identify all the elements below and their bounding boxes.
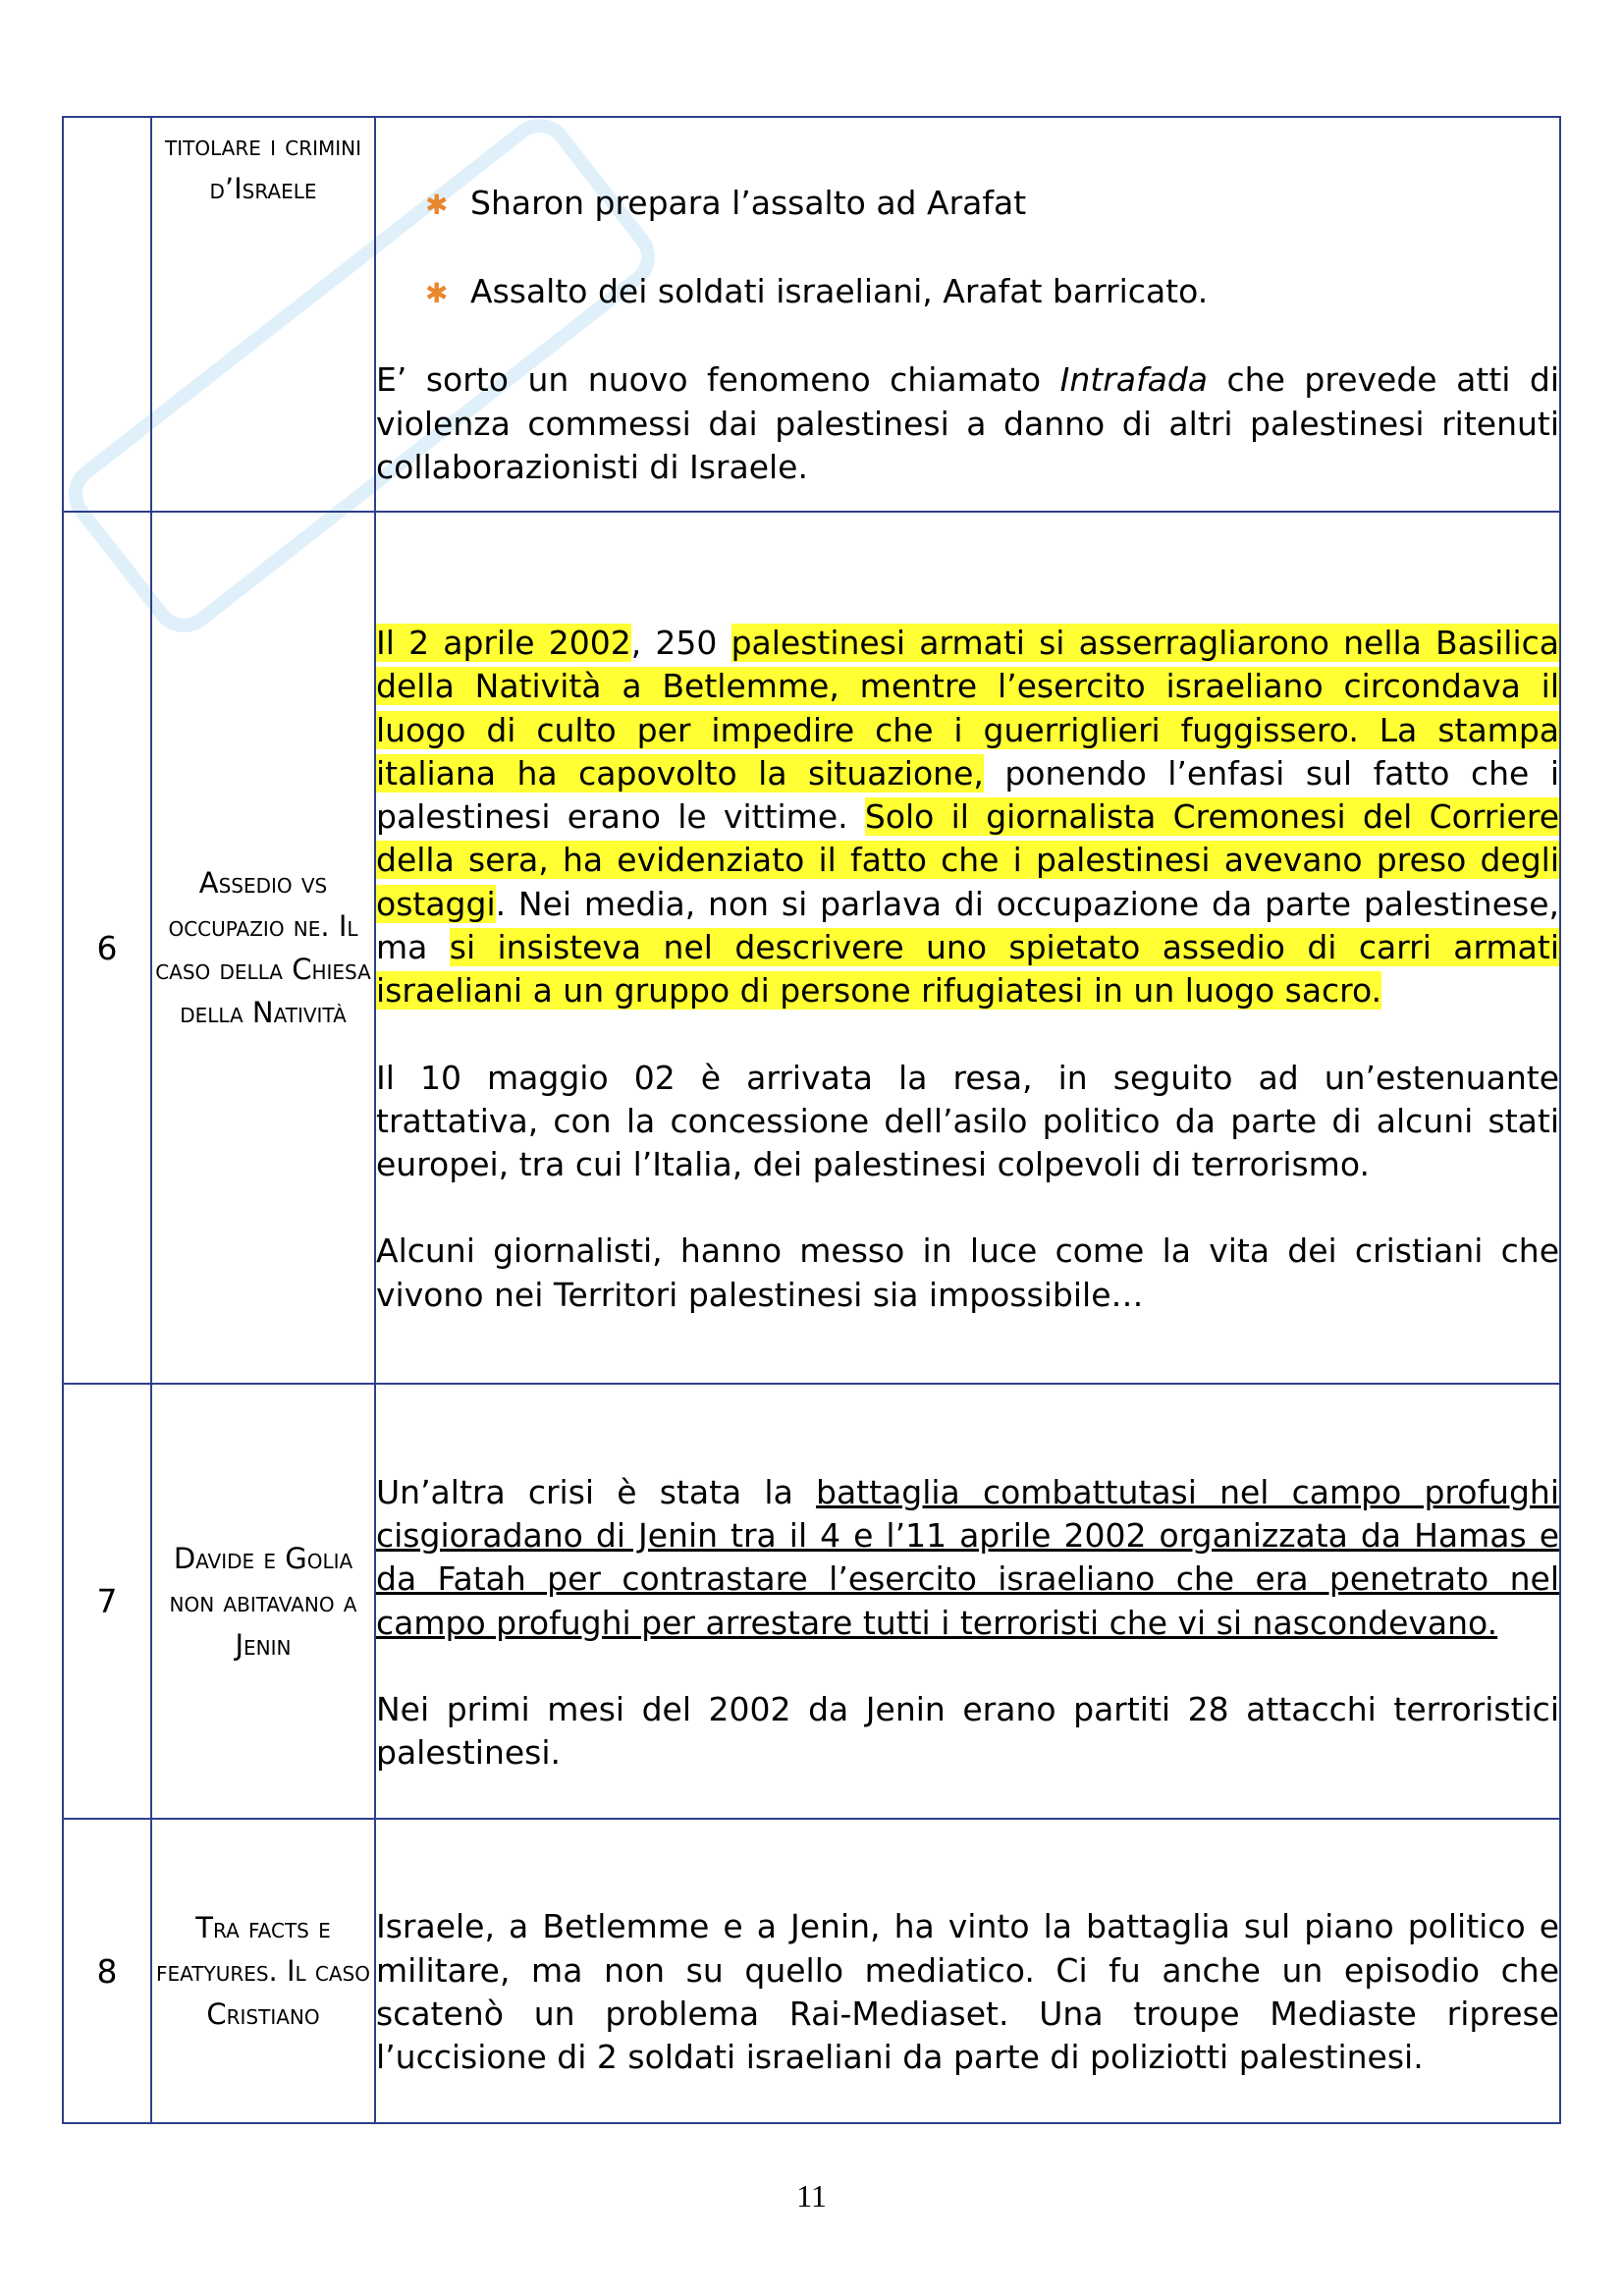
paragraph: Alcuni giornalisti, hanno messo in luce come la vita dei cristiani che vivono nei Territori palestinesi sia impossibile… [376,1231,1559,1314]
row-title: Davide e Golia non abitavano a Jenin [151,1384,375,1819]
list-item [376,182,1559,227]
row-number: 8 [63,1819,151,2123]
asterisk-bullet-icon: ✱ [425,277,449,310]
paragraph: Nei primi mesi del 2002 da Jenin erano partiti 28 attacchi terroristici palestinesi. [376,1689,1559,1773]
table-row [63,512,1560,1384]
paragraph: Il 2 aprile 2002, 250 palestinesi armati si asserragliarono nella Basilica della Natività a Betlemme, mentre l’esercito israeliano circondava il luogo di culto per impedire che i guerriglieri fuggissero. La stampa italiana ha capovolto la situazione, ponendo l’enfasi sul fatto che i palestinesi erano le vittime. Solo il giornalista Cremonesi del Corriere della sera, ha evidenziato il fatto che i palestinesi avevano preso degli ostaggi. Nei media, non si parlava di occupazione da parte palestinese, ma si insisteva nel descrivere uno spietato assedio di carri armati israeliani a un gruppo di persone rifugiatesi in un luogo sacro. [376,623,1559,1011]
list-item [376,270,1559,315]
row-content [375,117,1560,512]
row-title: Assedio vs occupazio ne. Il caso della Chiesa della Natività [151,512,375,1384]
highlighted-text: Solo il giornalista Cremonesi del Corriere della sera, ha evidenziato il fatto che i palestinesi avevano preso degli ostaggi [376,797,1559,923]
underlined-text: battaglia combattutasi nel campo profughi cisgioradano di Jenin tra il 4 e l’11 aprile 2002 organizzata da Hamas e da Fatah per contrastare l’esercito israeliano che era penetrato nel campo profughi per arrestare tutti i terroristi che vi si nascondevano. [376,1472,1560,1642]
page-number: 11 [796,2178,827,2214]
bullet-text: Sharon prepara l’assalto ad Arafat [470,183,1027,222]
row-content [375,512,1560,1384]
paragraph: E’ sorto un nuovo fenomeno chiamato Intrafada che prevede atti di violenza commessi dai palestinesi a danno di altri palestinesi ritenuti collaborazionisti di Israele. [376,360,1560,486]
table-row [63,1819,1560,2123]
paragraph: Il 10 maggio 02 è arrivata la resa, in seguito ad un’estenuante trattativa, con la concessione dell’asilo politico da parte di alcuni stati europei, tra cui l’Italia, dei palestinesi colpevoli di terrorismo. [376,1058,1559,1184]
row-number [63,117,151,512]
paragraph: Israele, a Betlemme e a Jenin, ha vinto la battaglia sul piano politico e militare, ma non su quello mediatico. Ci fu anche un episodio che scatenò un problema Rai-Mediaset. Una troupe Mediaste riprese l’uccisione di 2 soldati israeliani da parte di poliziotti palestinesi. [376,1907,1559,2077]
row-content [375,1384,1560,1819]
highlighted-text: si insisteva nel descrivere uno spietato assedio di carri armati israeliani a un gruppo di persone rifugiatesi in un luogo sacro. [376,928,1559,1011]
row-number: 7 [63,1384,151,1819]
row-content [375,1819,1560,2123]
summary-table [62,116,1561,2124]
table-row [63,117,1560,512]
highlighted-text: Il 2 aprile 2002 [376,623,631,662]
asterisk-bullet-icon: ✱ [425,188,449,221]
bullet-text: Assalto dei soldati israeliani, Arafat barricato. [470,272,1209,311]
table-row [63,1384,1560,1819]
row-number: 6 [63,512,151,1384]
row-title: Tra facts e featyures. Il caso Cristiano [151,1819,375,2123]
row-title: titolare i crimini d’Israele [151,117,375,512]
italic-term: Intrafada [1059,360,1209,400]
highlighted-text: palestinesi armati si asserragliarono nella Basilica della Natività a Betlemme, mentre l’esercito israeliano circondava il luogo di culto per impedire che i guerriglieri fuggissero. La stampa italiana ha capovolto la situazione, [376,623,1559,793]
paragraph: Un’altra crisi è stata la battaglia combattutasi nel campo profughi cisgioradano di Jenin tra il 4 e l’11 aprile 2002 organizzata da Hamas e da Fatah per contrastare l’esercito israeliano che era penetrato nel campo profughi per arrestare tutti i terroristi che vi si nascondevano. [376,1472,1560,1642]
